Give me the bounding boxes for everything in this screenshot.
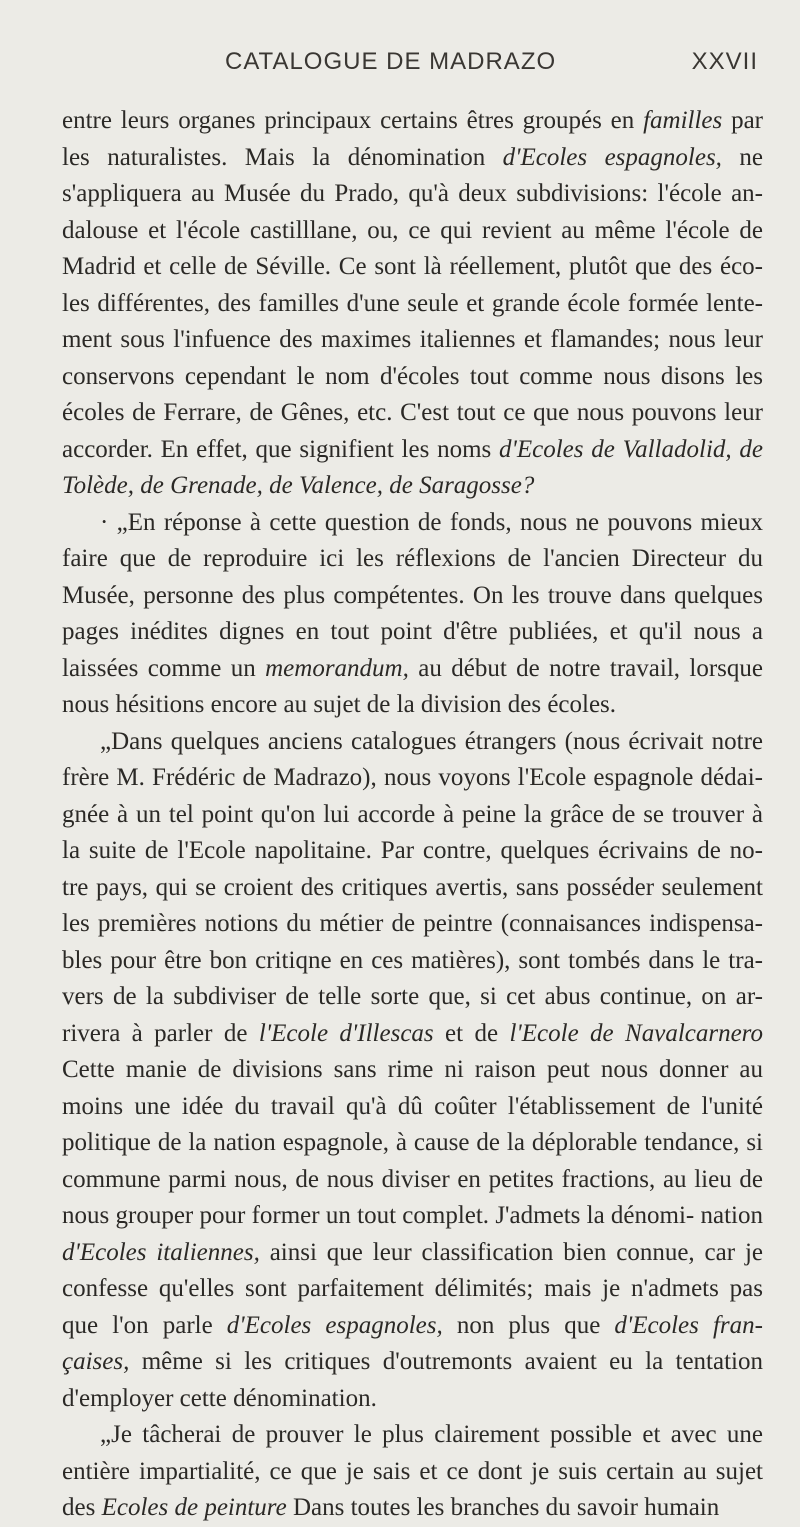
italic-run: l'Ecole d'Illescas xyxy=(258,1019,434,1047)
text-run: et de xyxy=(433,1019,510,1047)
italic-run: d'Ecoles fran- çaises, xyxy=(62,1311,763,1375)
text-run: au début de notre travail, lorsque nous hésitions encore au sujet de la division des écoles. xyxy=(62,654,764,718)
text-run: ainsi que leur classification bien connue, car je confesse qu'elles sont parfaitement délimités; mais je n'admets pas que l'on parle xyxy=(62,1238,763,1339)
paragraph-2 xyxy=(62,505,763,724)
body-text xyxy=(62,103,763,1527)
italic-run: d'Ecoles de Valladolid, de Tolède, de Grenade, de Valence, de Saragosse? xyxy=(62,435,763,499)
text-run: „Je tâcherai de prouver le plus clairement possible et avec une entière impartialité, ce que je sais et ce dont je suis certain au sujet des xyxy=(62,1421,763,1521)
page-number: XXVII xyxy=(691,48,758,75)
text-run: Cette manie de divisions sans rime ni raison peut nous donner au moins une idée du travail qu'à dû coûter l'établissement de l'unité politique de la nation espagnole, à cause de la déplorable tendance, si commune parmi nous, de nous diviser en petites fractions, au lieu de nous grouper pour former un tout complet. J'admets la dénomi- nation xyxy=(62,1056,763,1229)
text-run: par les naturalistes. Mais la dénomination xyxy=(62,107,764,171)
italic-run: d'Ecoles espagnoles, xyxy=(226,1311,443,1339)
running-header xyxy=(0,48,800,88)
text-run: Dans toutes les branches du savoir humain xyxy=(286,1494,720,1521)
paragraph-4 xyxy=(62,1417,763,1527)
text-run: non plus que xyxy=(442,1311,615,1339)
text-run: · „En réponse à cette question de fonds, nous ne pouvons mieux faire que de reproduire ici les réflexions de l'ancien Directeur du Musée, personne des plus compétentes. On les trouve dans quelques pages inédites dignes en tout point d'être publiées, et qu'il nous a laissées comme un xyxy=(62,508,763,682)
running-title: CATALOGUE DE MADRAZO xyxy=(225,48,557,75)
text-run: ne s'appliquera au Musée du Prado, qu'à deux subdivisions: l'école an- dalouse et l'école castilllane, ou, ce qui revient au même l'école de Madrid et celle de Séville. Ce sont là réellement, plutôt que des éco- les différentes, des familles d'une seule et grande école formée lente- ment sous l'infuence des maximes italiennes et flamandes; nous leur conservons cependant le nom d'écoles tout comme nous disons les écoles de Ferrare, de Gênes, etc. C'est tout ce que nous pouvons leur accorder. En effet, que signifient les noms xyxy=(62,143,763,463)
italic-run: familles xyxy=(643,107,723,134)
italic-run: l'Ecole de Navalcarnero xyxy=(509,1019,763,1047)
text-run: „Dans quelques anciens catalogues étrangers (nous écrivait notre frère M. Frédéric de Madrazo), nous voyons l'Ecole espagnole dédai- gnée à un tel point qu'on lui accorde à peine la grâce de se trouver à la suite de l'Ecole napolitaine. Par contre, quelques écrivains de no- tre pays, qui se croient des critiques avertis, sans posséder seulement les premières notions du métier de peintre (connaisances indispensa- bles pour être bon critiqne en ces matières), sont tombés dans le tra- vers de la subdiviser de telle sorte que, si cet abus continue, on ar- rivera à parler de xyxy=(62,727,763,1047)
text-run: même si les critiques d'outremonts avaient eu la tentation d'employer cette dénomination. xyxy=(62,1348,763,1412)
paragraph-3 xyxy=(62,724,763,1418)
italic-run: memorandum, xyxy=(265,654,409,682)
italic-run: Ecoles de peinture xyxy=(101,1494,287,1521)
text-run: entre leurs organes principaux certains êtres groupés en xyxy=(62,107,644,134)
italic-run: d'Ecoles italiennes, xyxy=(62,1238,260,1266)
italic-run: d'Ecoles espagnoles, xyxy=(502,143,722,171)
paragraph-1 xyxy=(62,103,763,505)
